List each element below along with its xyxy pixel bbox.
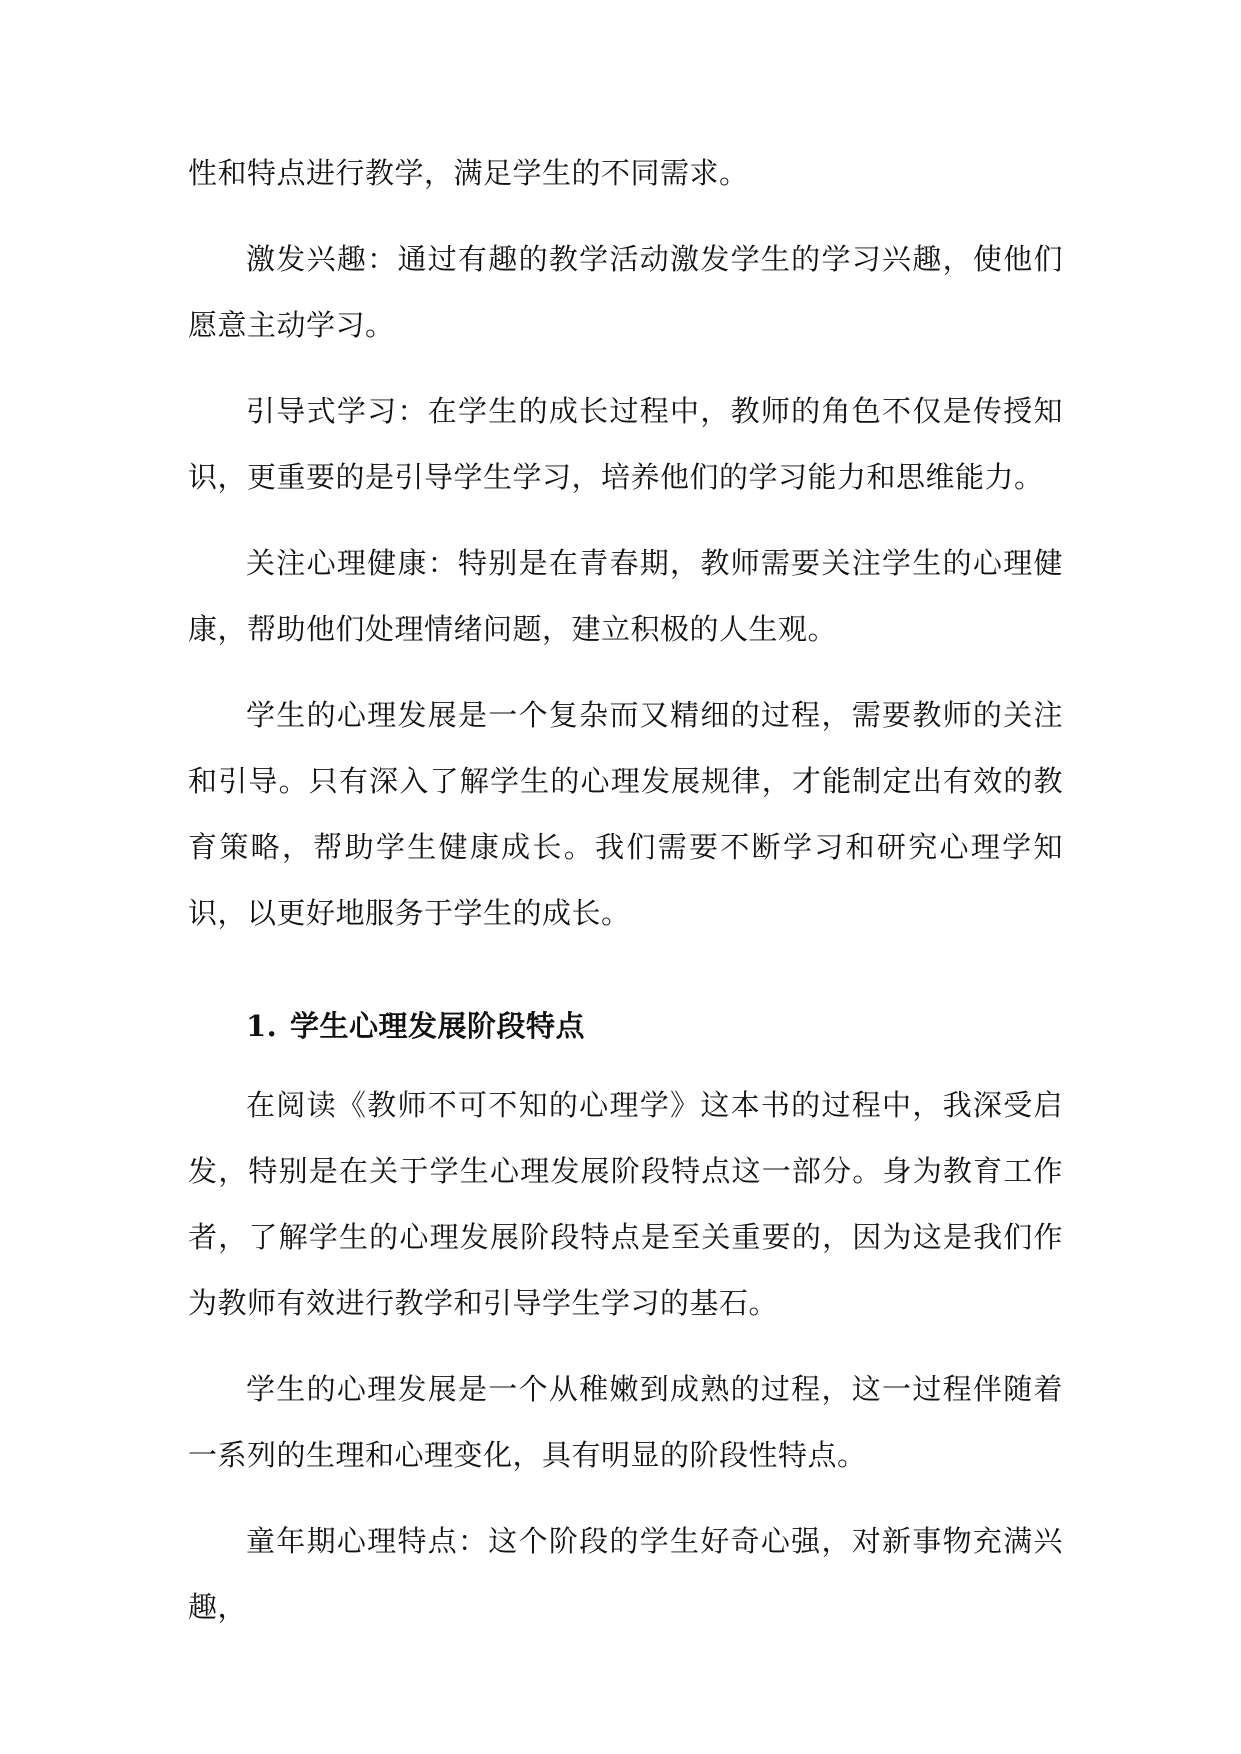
paragraph: 学生的心理发展是一个从稚嫩到成熟的过程，这一过程伴随着一系列的生理和心理变化，具有明显的阶段性特点。: [188, 1372, 1063, 1472]
paragraph: 引导式学习：在学生的成长过程中，教师的角色不仅是传授知识，更重要的是引导学生学习，培养他们的学习能力和思维能力。: [188, 394, 1063, 494]
paragraph: 性和特点进行教学，满足学生的不同需求。: [188, 156, 749, 190]
paragraph: 激发兴趣：通过有趣的教学活动激发学生的学习兴趣，使他们愿意主动学习。: [188, 242, 1063, 342]
paragraph: 在阅读《教师不可不知的心理学》这本书的过程中，我深受启发，特别是在关于学生心理发展阶段特点这一部分。身为教育工作者，了解学生的心理发展阶段特点是至关重要的，因为这是我们作为教师有效进行教学和引导学生学习的基石。: [188, 1088, 1063, 1320]
document-body: [188, 140, 1063, 1660]
paragraph: 童年期心理特点：这个阶段的学生好奇心强，对新事物充满兴趣，: [188, 1524, 1063, 1624]
paragraph: 关注心理健康：特别是在青春期，教师需要关注学生的心理健康，帮助他们处理情绪问题，建立积极的人生观。: [188, 546, 1063, 646]
section-number: 1.: [246, 1009, 278, 1043]
paragraph: 学生的心理发展是一个复杂而又精细的过程，需要教师的关注和引导。只有深入了解学生的心理发展规律，才能制定出有效的教育策略，帮助学生健康成长。我们需要不断学习和研究心理学知识，以更好地服务于学生的成长。: [188, 698, 1063, 930]
section-title: 学生心理发展阶段特点: [290, 1009, 586, 1043]
section-heading: [188, 998, 1063, 1054]
